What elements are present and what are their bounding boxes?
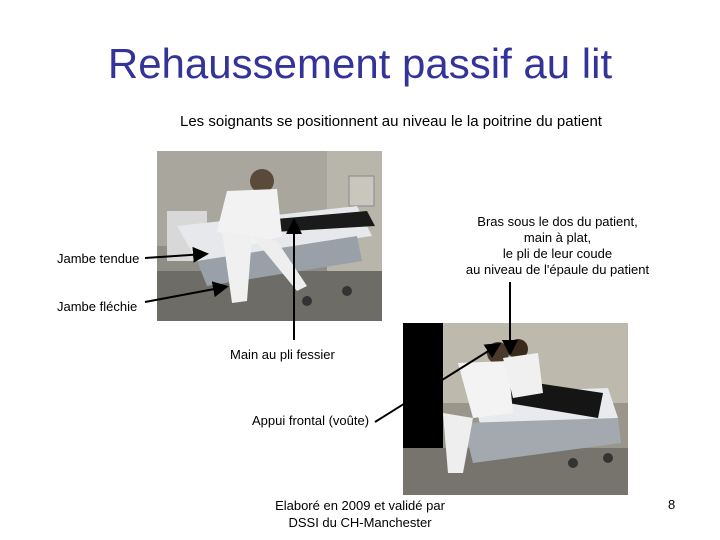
label-main-pli-fessier: Main au pli fessier [230,347,335,362]
label-appui-frontal: Appui frontal (voûte) [252,413,370,428]
label-jambe-tendue: Jambe tendue [57,251,140,266]
footer-line2: DSSI du CH-Manchester [288,515,432,530]
photo-caregivers-bottom [403,323,628,495]
label-bras-line3: le pli de leur coude [502,246,613,261]
label-bras-line2: main à plat, [523,230,592,245]
slide-subtitle: Les soignants se positionnent au niveau le la poitrine du patient [180,113,602,130]
label-bras-sous-dos [430,214,685,278]
label-bras-line1: Bras sous le dos du patient, [477,214,638,229]
photo-caregivers-top [157,151,382,321]
slide-title: Rehaussement passif au lit [107,40,613,87]
label-jambe-flechie: Jambe fléchie [57,299,138,314]
footer-line1: Elaboré en 2009 et validé par [275,498,445,513]
footer-credit [250,497,470,531]
label-bras-line4: au niveau de l'épaule du patient [465,262,650,277]
page-number: 8 [668,497,676,512]
